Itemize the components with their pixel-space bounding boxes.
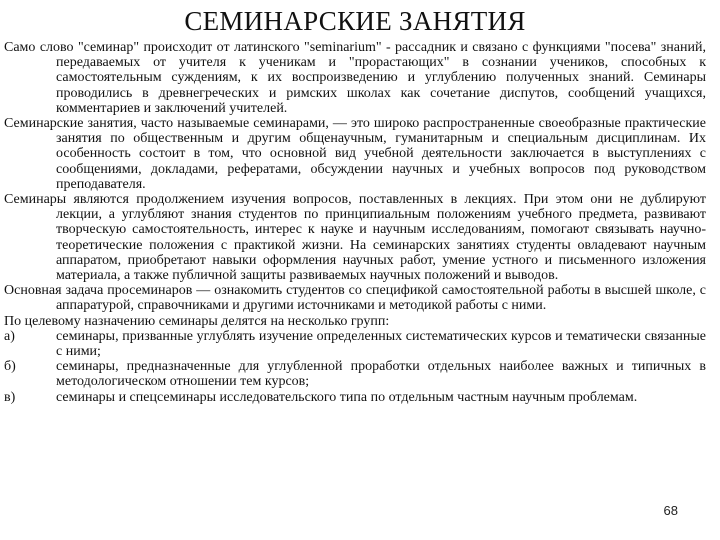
list-item-b	[4, 359, 706, 389]
paragraph-seminar-purpose: Семинары являются продолжением изучения вопросов, поставленных в лекциях. При этом они не дублируют лекции, а углубляют знания студентов по принципиальным положениям учебного предмета, развивают творческую самостоятельность, интерес к науке и научным исследованиям, помогают связывать научно-теоретические положения с практикой жизни. На семинарских занятиях студенты овладевают научным аппаратом, приобретают навыки оформления научных работ, умение устного и письменного изложения материала, а также публичной защиты развиваемых научных положений и выводов.	[4, 192, 706, 284]
list-item-text: семинары и спецсеминары исследовательского типа по отдельным частным научным проблемам.	[56, 389, 638, 405]
page-number: 68	[663, 503, 678, 518]
slide-body	[4, 40, 706, 405]
list-item-text: семинары, предназначенные для углубленной проработки отдельных наиболее важных и типичных в методологическом отношении тем курсов;	[56, 359, 706, 390]
list-item-c	[4, 390, 706, 405]
paragraph-seminar-origin: Само слово "семинар" происходит от латинского "seminarium" - рассадник и связано с функциями "посева" знаний, передаваемых от учителя к ученикам и "прорастающих" в сознании учеников, способных к самостоятельным суждениям, к их воспроизведению и углублению полученных знаний. Семинары проводились в древнегреческих и римских школах как сочетание диспутов, сообщений учащихся, комментариев и заключений учителей.	[4, 40, 706, 116]
list-item-a	[4, 329, 706, 359]
list-marker: в)	[4, 389, 16, 405]
paragraph-groups-intro: По целевому назначению семинары делятся на несколько групп:	[4, 313, 390, 329]
list-item-text: семинары, призванные углублять изучение определенных систематических курсов и тематически связанные с ними;	[56, 328, 706, 360]
paragraph-seminar-definition: Семинарские занятия, часто называемые семинарами, — это широко распространенные своеобразные практические занятия по общественным и другим общенаучным, гуманитарным и специальным дисциплинам. Их особенность состоит в том, что основной вид учебной деятельности заключается в выступлениях с сообщениями, докладами, рефератами, обсуждении научных и учебных вопросов под руководством преподавателя.	[4, 116, 706, 192]
slide-title: СЕМИНАРСКИЕ ЗАНЯТИЯ	[184, 6, 526, 36]
paragraph-proseminar-task: Основная задача просеминаров — ознакомить студентов со спецификой самостоятельной работы в высшей школе, с аппаратурой, справочниками и другими источниками и методикой работы с ними.	[4, 283, 706, 314]
list-marker: а)	[4, 328, 15, 344]
list-marker: б)	[4, 359, 16, 375]
